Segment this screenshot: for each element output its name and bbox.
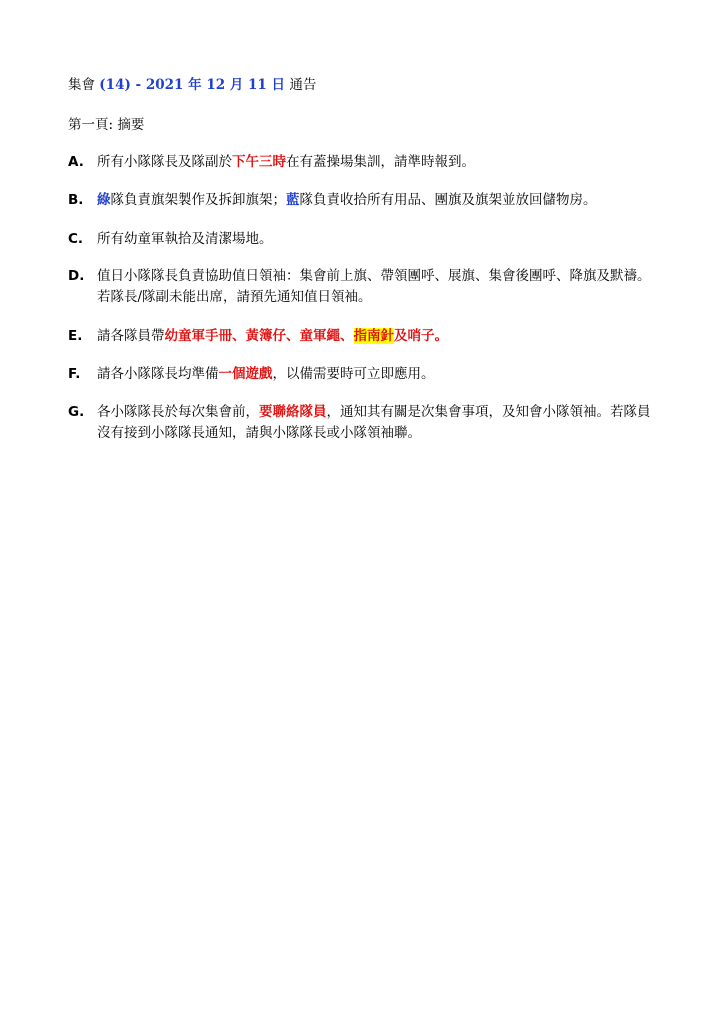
emphasis-blue-team: 藍 [286, 192, 300, 208]
item-text-part: ，通知其有關是次集會事項，及知會小隊領袖。若隊員沒有接到小隊隊長通知，請與小隊隊長或小隊領袖聯。 [97, 404, 651, 441]
emphasis-game: 一個遊戲 [218, 366, 273, 382]
emphasis-items: 幼童軍手冊、黃簿仔、童軍繩、 [164, 328, 354, 344]
emphasis-contact: 要聯絡隊員 [259, 404, 327, 420]
item-letter: D. [68, 268, 85, 284]
item-letter: A. [68, 154, 84, 170]
emphasis-compass-highlight: 指南針 [353, 328, 394, 344]
list-item-d [68, 266, 658, 308]
item-text: 所有幼童軍執拾及清潔場地。 [97, 231, 273, 247]
page-subtitle: 第一頁: 摘要 [68, 117, 145, 133]
list-item-e [68, 326, 658, 347]
item-letter: G. [68, 404, 85, 420]
item-text-part: 隊負責收拾所有用品、團旗及旗架並放回儲物房。 [299, 192, 597, 208]
list-item-b [68, 190, 658, 211]
item-text [97, 190, 658, 211]
item-letter: B. [68, 192, 84, 208]
title-number: (14) - [99, 77, 146, 93]
item-letter: E. [68, 328, 83, 344]
item-text-part: 請各隊員帶 [97, 328, 165, 344]
item-text-part: 所有小隊隊長及隊副於 [97, 154, 232, 170]
item-text-part: 各小隊隊長於每次集會前， [97, 404, 259, 420]
item-text: 值日小隊隊長負責協助值日領袖：集會前上旗、帶領團呼、展旗、集會後團呼、降旗及默禱。若隊長/隊副未能出席，請預先通知值日領袖。 [97, 268, 651, 305]
title-date: 2021 年 12 月 11 日 [145, 77, 286, 93]
item-text [97, 402, 658, 444]
item-text [97, 364, 658, 385]
notice-title [68, 76, 316, 94]
emphasis-time: 下午三時 [232, 154, 286, 170]
item-letter: F. [68, 366, 81, 382]
list-item-g [68, 402, 658, 444]
item-text [97, 326, 658, 347]
item-text-part: ，以備需要時可立即應用。 [272, 366, 435, 382]
emphasis-whistle: 及哨子。 [394, 328, 448, 344]
item-text-part: 隊負責旗架製作及拆卸旗架； [110, 192, 286, 208]
title-prefix: 集會 [68, 77, 100, 93]
item-letter: C. [68, 231, 84, 247]
list-item-f [68, 364, 658, 385]
list-item-c [68, 229, 658, 250]
item-text-part: 請各小隊隊長均準備 [97, 366, 219, 382]
item-text [97, 152, 658, 173]
emphasis-green-team: 綠 [97, 192, 111, 208]
title-suffix: 通告 [285, 77, 317, 93]
item-text-part: 在有蓋操場集訓，請準時報到。 [286, 154, 475, 170]
list-item-a [68, 152, 658, 173]
